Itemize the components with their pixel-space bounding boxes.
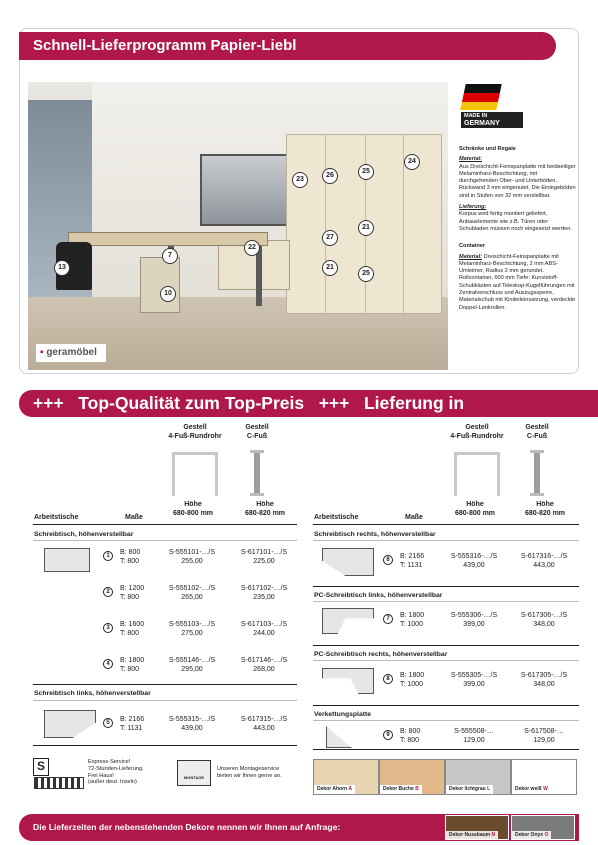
- express-s-icon: S: [33, 758, 49, 776]
- page-title: Schnell-Lieferprogramm Papier-Liebl: [19, 32, 556, 60]
- desk: [68, 232, 268, 246]
- divider: [313, 524, 579, 525]
- item-badge: 10: [160, 286, 176, 302]
- section-title: Schreibtisch links, höhenverstellbar: [34, 690, 151, 697]
- frame-4fuss-icon: [454, 452, 500, 496]
- item-badge: 24: [404, 154, 420, 170]
- height-label-1: Höhe 680-800 mm: [454, 501, 496, 517]
- desk-diagram: [322, 548, 374, 576]
- item-badge: 27: [322, 230, 338, 246]
- section-title: Schreibtisch rechts, höhenverstellbar: [314, 531, 436, 538]
- height-label-2: Höhe 680-820 mm: [524, 501, 566, 517]
- height-label-2: Höhe 680-820 mm: [244, 501, 286, 517]
- swatch-lichtgrau: Dekor lichtgrau L: [445, 759, 511, 795]
- section-title: PC-Schreibtisch links, höhenverstellbar: [314, 592, 443, 599]
- item-badge: 13: [54, 260, 70, 276]
- gestell-c-label: Gestell C-Fuß: [525, 424, 549, 440]
- frame-c-icon: [530, 450, 544, 496]
- gestell-c-label: Gestell C-Fuß: [245, 424, 269, 440]
- promo-banner: +++ Top-Qualität zum Top-Preis +++ Lieferung in: [19, 390, 598, 417]
- pedestal: [140, 257, 180, 313]
- col-masse: Maße: [125, 514, 143, 521]
- section-title: Schreibtisch, höhenverstellbar: [34, 531, 134, 538]
- product-description: Schränke und Regale Material: Aus Dreischicht-Feinspanplatte mit beidseitiger Melaminharz-Beschichtung, mit durchgehenden Ober- und Unterböden, Rückwand 3 mm eingenutet. Die Einlegeböden sind in Stufen von 32 mm verstellbar. Lieferung: Korpus wird fertig montiert geliefert, Anbauelemente wie z.B. Türen oder Schubladen müssen noch eingesetzt werden. Container Material: Dreischicht-Feinspanplatte mit Melaminharz-Beschichtung, 2 mm ABS-Umleimer, Radius 2 mm gerundet. Rollcontainer, 600 mm Tiefe: Kunststoff-Schubkästen auf Teleskop-Kugelführungen mit Zentralverschluss und Auszugssperre, Materialschub mit Kiniteileinsatzung, verdeckte Doppel-Lenkrollen.: [459, 146, 576, 311]
- desk-diagram: [44, 548, 90, 572]
- swatch-onyx: Dekor Onyx O: [511, 815, 575, 840]
- height-label-1: Höhe 680-800 mm: [172, 501, 214, 517]
- section-title: PC-Schreibtisch rechts, höhenverstellbar: [314, 651, 448, 658]
- col-arbeitstische: Arbeitstische: [34, 514, 79, 521]
- section-title: Verkettungsplatte: [314, 711, 372, 718]
- swatch-nussbaum: Dekor Nussbaum N: [445, 815, 509, 840]
- item-badge: 22: [244, 240, 260, 256]
- frame-c-icon: [250, 450, 264, 496]
- item-badge: 21: [358, 220, 374, 236]
- swatch-weiss: Dekor weiß W: [511, 759, 577, 795]
- item-badge: 25: [358, 164, 374, 180]
- plate-diagram: [326, 726, 352, 748]
- delivery-note: Die Lieferzeiten der nebenstehenden Dekore nennen wir Ihnen auf Anfrage:: [19, 814, 579, 841]
- swatch-buche: Dekor Buche B: [379, 759, 445, 795]
- brand-logo: ▪ geramöbel: [36, 344, 106, 362]
- express-text: Express-Service! 72-Stunden-Lieferung. Frei Haus! (außer deut. Inseln): [88, 759, 144, 786]
- office-photo: [28, 82, 448, 370]
- item-badge: 25: [358, 266, 374, 282]
- desk-diagram: [322, 608, 374, 634]
- col-masse: Maße: [405, 514, 423, 521]
- item-badge: 7: [162, 248, 178, 264]
- gestell-4fuss-label: Gestell 4-Fuß-Rundrohr: [450, 424, 504, 440]
- montage-text: Unseren Montageservice bieten wir Ihnen gerne an.: [217, 766, 282, 779]
- item-badge: 23: [292, 172, 308, 188]
- wall-art: [200, 154, 296, 226]
- desk-diagram: [322, 668, 374, 694]
- made-in-germany-badge: MADE IN GERMANY: [459, 84, 524, 128]
- gestell-4fuss-label: Gestell 4-Fuß-Rundrohr: [168, 424, 222, 440]
- swatch-ahorn: Dekor Ahorn A: [313, 759, 379, 795]
- col-arbeitstische: Arbeitstische: [314, 514, 359, 521]
- item-badge: 26: [322, 168, 338, 184]
- desk-diagram: [44, 710, 96, 738]
- divider: [33, 524, 297, 525]
- frame-4fuss-icon: [172, 452, 218, 496]
- item-badge: 21: [322, 260, 338, 276]
- truck-icon: [34, 777, 84, 789]
- montage-icon: MONTAGE: [177, 760, 211, 786]
